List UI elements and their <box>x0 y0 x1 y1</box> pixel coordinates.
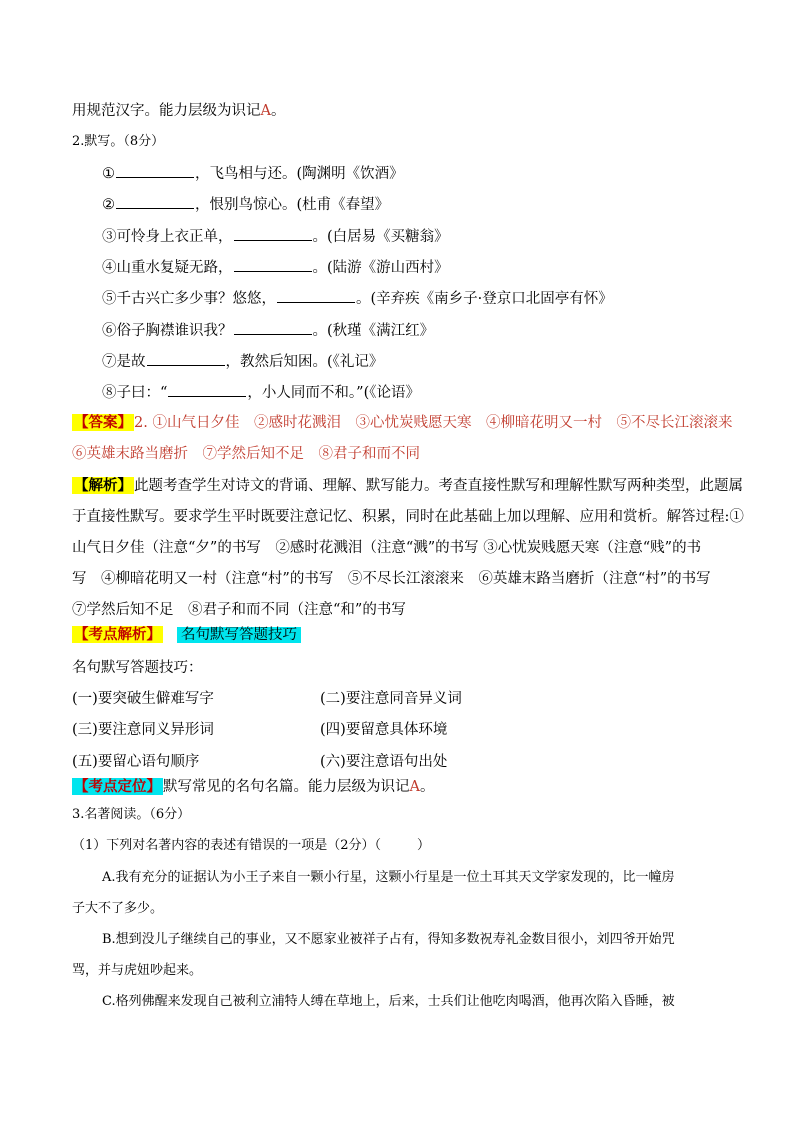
q2-item-7: ⑦是故 ，教然后知困。(《礼记》 <box>102 351 383 372</box>
answer-blank[interactable] <box>234 320 312 335</box>
analysis-line-4: 写 ④柳暗花明又一村（注意“村”的书写 ⑤不尽长江滚滚来 ⑥英雄末路当磨折（注意“村”的书写 <box>72 571 711 587</box>
q3-sub1: （1）下列对名著内容的表述有错误的一项是（2分）（ ） <box>72 838 431 853</box>
answer-line-1: 【答案】 2. ①山气日夕佳 ②感时花溅泪 ③心忧炭贱愿天寒 ④柳暗花明又一村 ⑤不尽长江滚滚来 <box>74 414 733 431</box>
q2-item-6: ⑥俗子胸襟谁识我？ 。(秋瑾《满江红》 <box>102 320 434 341</box>
kaodian-jiexi-line <box>72 625 301 645</box>
analysis-line-1: 【解析】 此题考查学生对诗文的背诵、理解、默写能力。考查直接性默写和理解性默写两种类型，此题属 <box>74 477 743 494</box>
tips-heading: 名句默写答题技巧： <box>72 660 203 676</box>
tips-row-1: (一)要突破生僻难写字 (二)要注意同音异义词 <box>72 691 462 707</box>
q3-option-c: C.格列佛醒来发现自己被利立浦特人缚在草地上，后来，士兵们让他吃肉喝酒，他再次陷入昏睡，被 <box>102 994 675 1009</box>
q2-item-2: ② ，恨别鸟惊心。(杜甫《春望》 <box>102 194 389 215</box>
answer-blank[interactable] <box>116 194 194 209</box>
analysis-line-2: 于直接性默写。要求学生平时既要注意记忆、积累，同时在此基础上加以理解、应用和赏析。解答过程:① <box>72 509 744 525</box>
tips-row-2: (三)要注意同义异形词 (四)要留意具体环境 <box>72 722 448 738</box>
analysis-tag: 【解析】 <box>74 477 132 494</box>
answer-line-2: ⑥英雄末路当磨折 ⑦学然后知不足 ⑧君子和而不同 <box>72 446 420 462</box>
answer-blank[interactable] <box>147 351 225 366</box>
answer-blank[interactable] <box>234 226 312 241</box>
tips-row-3: (五)要留心语句顺序 (六)要注意语句出处 <box>72 754 448 770</box>
kaodian-dingwei-tag: 【考点定位】 <box>74 778 161 795</box>
q3-option-b: B.想到没儿子继续自己的事业，又不愿家业被祥子占有，得知多数祝寿礼金数目很小，刘四爷开始咒 <box>102 932 675 947</box>
q3-option-a-cont: 子大不了多少。 <box>72 901 164 916</box>
q2-item-8: ⑧子曰：“ ，小人同而不和。”(《论语》 <box>102 382 420 403</box>
top-line: 用规范汉字。能力层级为识记A。 <box>72 103 286 119</box>
q2-item-3: ③可怜身上衣正单， 。(白居易《买糖翁》 <box>102 226 449 247</box>
analysis-line-3: 山气日夕佳（注意“夕”的书写 ②感时花溅泪（注意“溅”的书写 ③心忧炭贱愿天寒（注意“贱”的书 <box>72 540 702 556</box>
q3-option-b-cont: 骂，并与虎妞吵起来。 <box>72 963 203 978</box>
q2-item-1: ① ，飞鸟相与还。(陶渊明《饮酒》 <box>102 163 404 184</box>
answer-tag: 【答案】 <box>74 414 132 431</box>
kaodian-jiexi-label: 名句默写答题技巧 <box>177 627 301 643</box>
answer-blank[interactable] <box>168 382 246 397</box>
answer-blank[interactable] <box>277 288 355 303</box>
answer-blank[interactable] <box>116 163 194 178</box>
q2-item-4: ④山重水复疑无路， 。(陆游《游山西村》 <box>102 257 449 278</box>
kaodian-jiexi-tag: 【考点解析】 <box>74 626 161 643</box>
q3-heading: 3.名著阅读。（6分） <box>72 807 191 822</box>
q2-heading: 2.默写。（8分） <box>72 134 165 149</box>
answer-blank[interactable] <box>234 257 312 272</box>
analysis-line-5: ⑦学然后知不足 ⑧君子和而不同（注意“和”的书写 <box>72 602 406 618</box>
q3-option-a: A.我有充分的证据认为小王子来自一颗小行星，这颗小行星是一位土耳其天文学家发现的，比一幢房 <box>102 870 675 885</box>
q2-item-5: ⑤千古兴亡多少事？悠悠， 。(辛弃疾《南乡子·登京口北固亭有怀》 <box>102 288 613 309</box>
kaodian-dingwei-line: 【考点定位】 默写常见的名句名篇。能力层级为识记A。 <box>74 778 435 795</box>
